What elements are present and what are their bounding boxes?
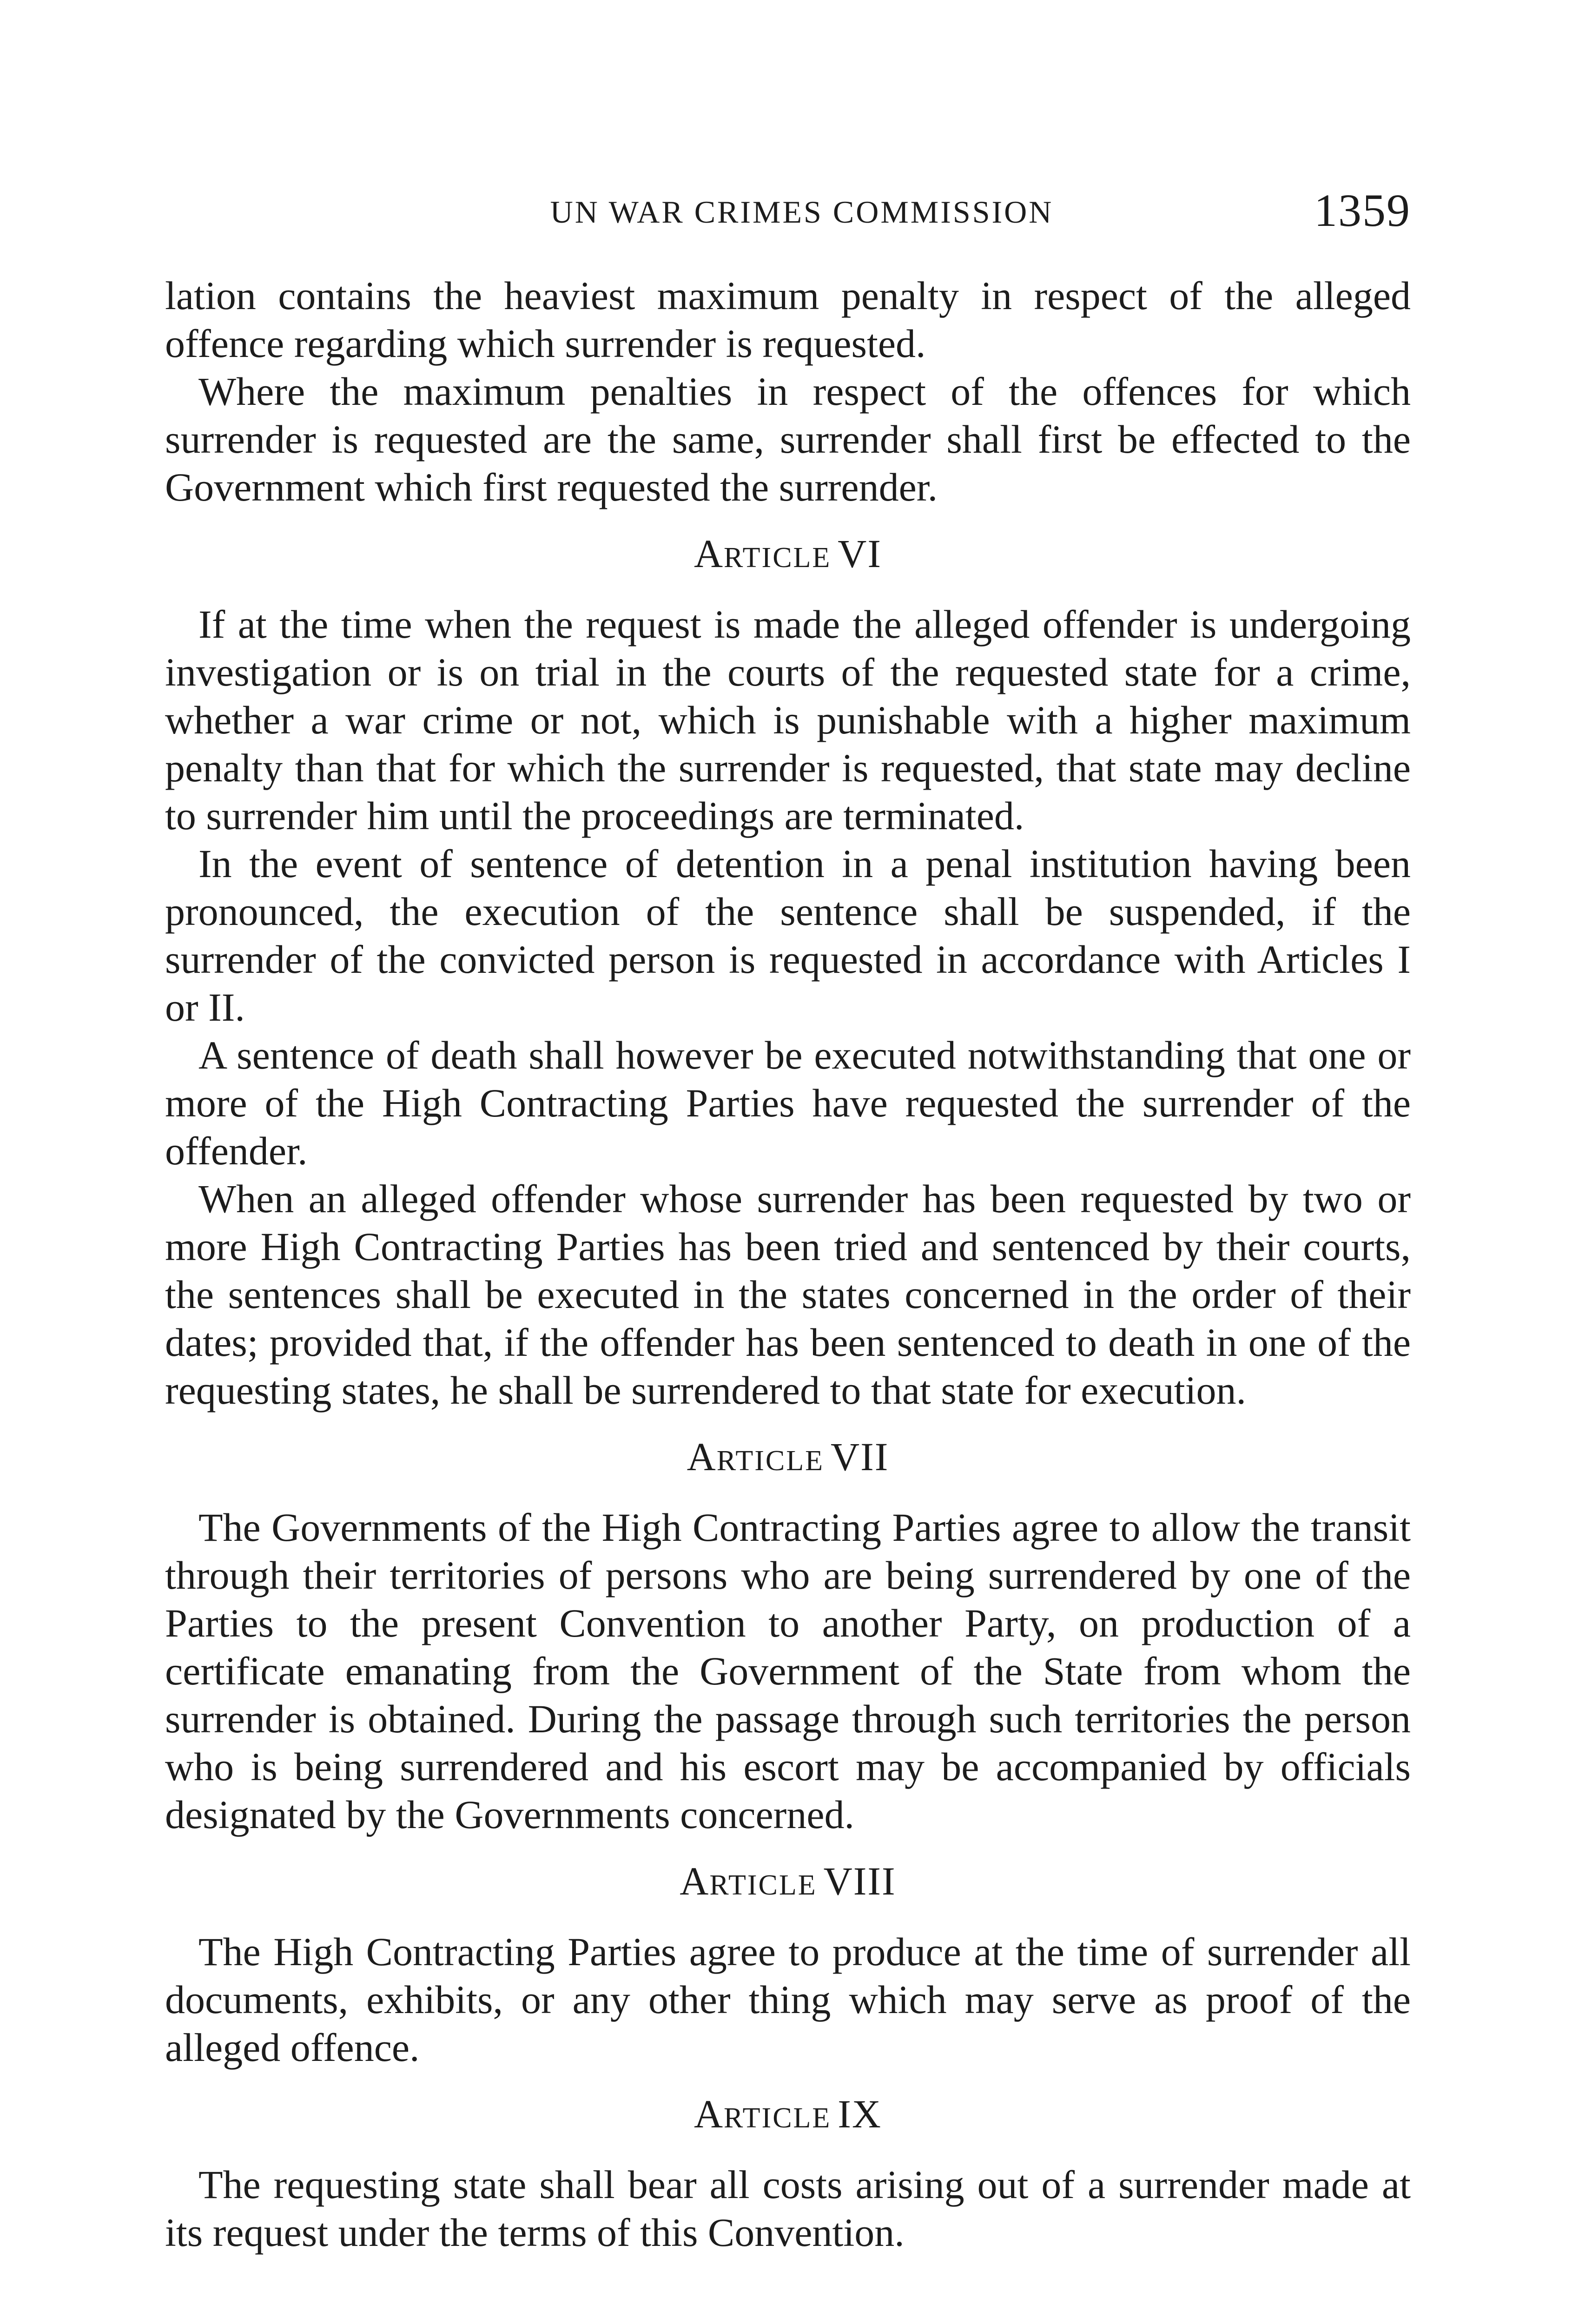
page-number: 1359 bbox=[1314, 185, 1411, 236]
article-heading-number: VI bbox=[838, 531, 882, 576]
article-heading-word: RTICLE bbox=[724, 542, 832, 574]
paragraph: The requesting state shall bear all costs arising out of a surrender made at its request under the terms of this Convention. bbox=[165, 2162, 1411, 2255]
article-heading-cap: A bbox=[680, 1859, 710, 1903]
paragraph: The High Contracting Parties agree to produce at the time of surrender all documents, exhibits, or any other thing which may serve as proof of the alleged offence. bbox=[165, 1929, 1411, 2070]
article-heading-cap: A bbox=[687, 1434, 717, 1479]
paragraph: In the event of sentence of detention in a penal institution having been pronounced, the execution of the sentence shall be suspended, if the surrender of the convicted person is requested in accordance with Articles I or II. bbox=[165, 841, 1411, 1030]
page-body bbox=[165, 272, 1411, 2257]
article-heading-vi bbox=[165, 530, 1411, 582]
article-heading-number: IX bbox=[838, 2092, 882, 2136]
article-heading-word: RTICLE bbox=[709, 1869, 817, 1901]
article-heading-viii bbox=[165, 1857, 1411, 1909]
page-header bbox=[165, 184, 1411, 249]
paragraph: A sentence of death shall however be executed notwithstanding that one or more of the High Contracting Parties have requested the surrender of the offender. bbox=[165, 1033, 1411, 1173]
paragraph: The Governments of the High Contracting Parties agree to allow the transit through their territories of persons who are being surrendered by one of the Parties to the present Convention to another Party, on production of a certificate emanating from the Government of the State from whom the surrender is obtained. During the passage through such territories the person who is being surrendered and his escort may be accompanied by officials designated by the Governments concerned. bbox=[165, 1505, 1411, 1837]
paragraph-continuation: lation contains the heaviest maximum penalty in respect of the alleged offence regarding which surrender is requested. bbox=[165, 273, 1411, 366]
article-heading-cap: A bbox=[694, 531, 724, 576]
paragraph: Where the maximum penalties in respect of the offences for which surrender is requested are the same, surrender shall first be effected to the Government which first requested the surrender. bbox=[165, 369, 1411, 509]
paragraph: If at the time when the request is made the alleged offender is undergoing investigation or is on trial in the courts of the requested state for a crime, whether a war crime or not, which is punishable with a higher maximum penalty than that for which the surrender is requested, that state may decline to surrender him until the proceedings are terminated. bbox=[165, 602, 1411, 838]
article-heading-ix bbox=[165, 2090, 1411, 2142]
paragraph: When an alleged offender whose surrender has been requested by two or more High Contracting Parties has been tried and sentenced by their courts, the sentences shall be executed in the states concerned in the order of their dates; provided that, if the offender has been sentenced to death in one of the requesting states, he shall be surrendered to that state for execution. bbox=[165, 1176, 1411, 1413]
article-heading-vii bbox=[165, 1433, 1411, 1485]
article-heading-number: VIII bbox=[823, 1859, 896, 1903]
article-heading-word: RTICLE bbox=[724, 2102, 832, 2134]
running-head: UN WAR CRIMES COMMISSION bbox=[550, 194, 1054, 230]
article-heading-number: VII bbox=[830, 1434, 889, 1479]
article-heading-word: RTICLE bbox=[716, 1445, 824, 1477]
article-heading-cap: A bbox=[694, 2092, 724, 2136]
